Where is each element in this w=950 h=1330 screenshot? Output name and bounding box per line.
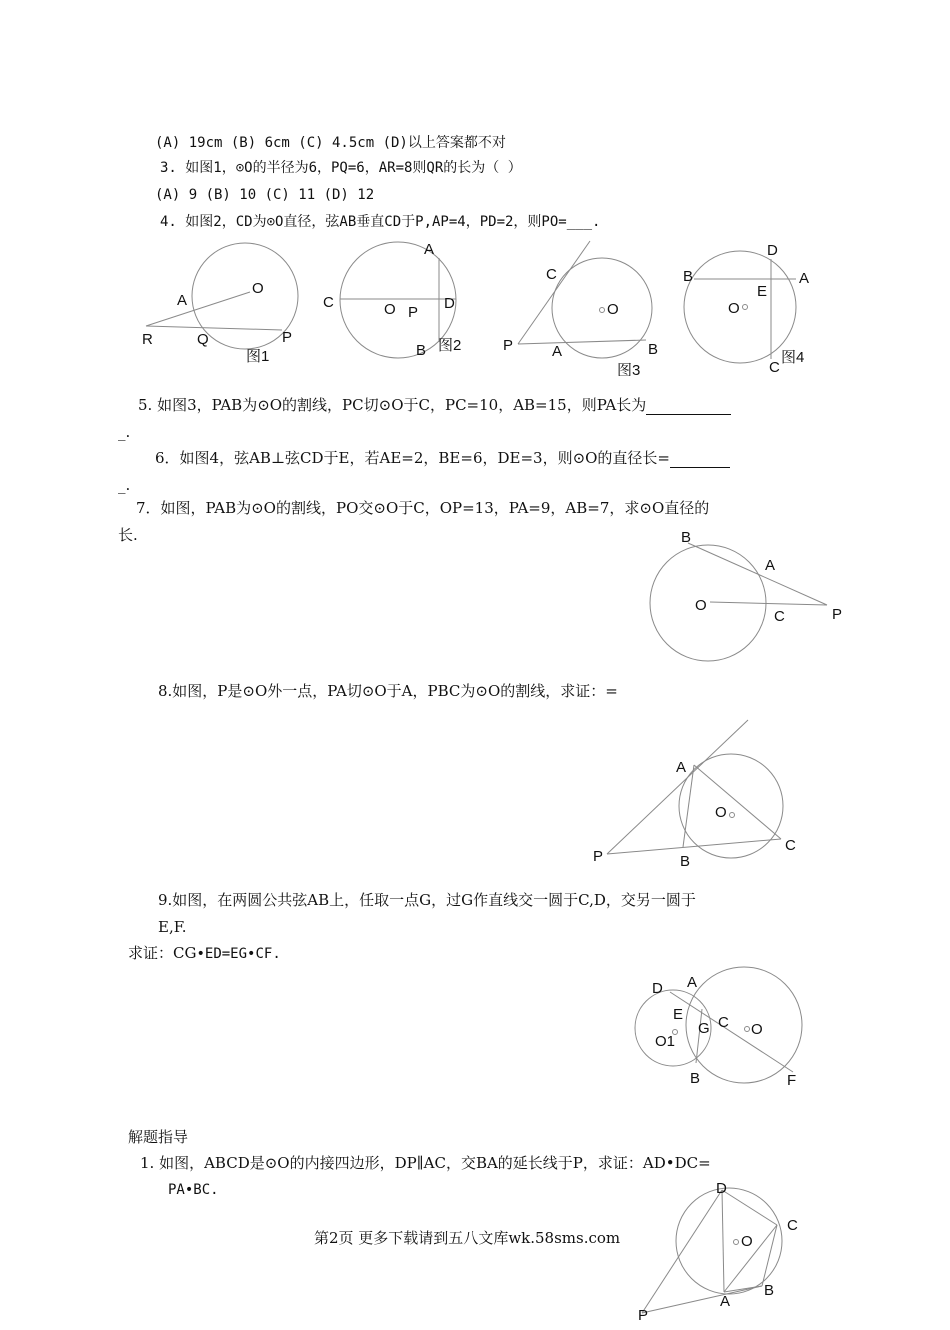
fig1-label-p: P [282, 329, 293, 346]
fig4-label-c: C [769, 359, 780, 376]
fig3-label-p: P [503, 337, 514, 354]
q6-text: 6．如图4，弦AB⊥弦CD于E，若AE=2，BE=6，DE=3，则⊙O的直径长= [155, 448, 730, 468]
fig8-label-b: B [680, 853, 691, 870]
guide-fig-label-d: D [716, 1180, 727, 1197]
page-footer: 第2页 更多下载请到五八文库wk.58sms.com [314, 1229, 621, 1247]
fig9-label-o1: O1 [655, 1033, 676, 1050]
fig2-label-d: D [444, 295, 455, 312]
fig4-label-e: E [757, 283, 768, 300]
q4-text: 4. 如图2，CD为⊙O直径，弦AB垂直CD于P,AP=4，PD=2，则PO=___. [160, 214, 601, 230]
figure-8 [585, 712, 805, 872]
fig1-caption: 图1 [246, 348, 270, 365]
guide-fig-label-a: A [720, 1293, 731, 1310]
fig7-label-b: B [681, 529, 692, 546]
q7-text: 7．如图，PAB为⊙O的割线，PO交⊙O于C，OP=13，PA=9，AB=7，求⊙O直径的 [136, 499, 710, 517]
fig9-label-g: G [698, 1020, 710, 1037]
fig4-label-d: D [767, 242, 778, 259]
guide-fig-label-o: O [741, 1233, 753, 1250]
fig7-label-a: A [765, 557, 776, 574]
q8-text: 8.如图，P是⊙O外一点，PA切⊙O于A，PBC为⊙O的割线，求证：= [158, 682, 618, 700]
figure-4 [680, 238, 820, 378]
guide-q1-b: PA•BC. [168, 1182, 219, 1198]
fig1-label-o: O [252, 280, 264, 297]
figure-3 [500, 236, 680, 376]
fig9-label-o: O [751, 1021, 763, 1038]
figure-1 [138, 230, 318, 370]
fig3-label-b: B [648, 341, 659, 358]
fig7-label-o: O [695, 597, 707, 614]
q5-tail: _. [118, 423, 131, 441]
q6-tail: _. [118, 476, 131, 494]
guide-fig-label-c: C [787, 1217, 798, 1234]
fig2-label-a: A [424, 241, 435, 258]
q2-options: (A) 19cm (B) 6cm (C) 4.5cm (D)以上答案都不对 [155, 135, 506, 151]
guide-title: 解题指导 [128, 1128, 189, 1146]
fig2-caption: 图2 [438, 337, 462, 354]
fig4-caption: 图4 [781, 349, 805, 366]
fig9-label-e: E [673, 1006, 684, 1023]
q3-text: 3. 如图1，⊙O的半径为6，PQ=6，AR=8则QR的长为（ ） [160, 160, 522, 176]
figure-7 [640, 520, 860, 670]
figure-9 [630, 965, 840, 1090]
fig4-label-b: B [683, 268, 694, 285]
guide-q1: 1. 如图，ABCD是⊙O的内接四边形，DP∥AC，交BA的延长线于P，求证：AD•DC= [140, 1154, 711, 1172]
q9-text-2: E,F. [158, 918, 187, 936]
fig9-label-c: C [718, 1014, 729, 1031]
fig9-label-a: A [687, 974, 698, 991]
fig3-label-o: O [607, 301, 619, 318]
figure-guide [630, 1175, 810, 1325]
fig7-label-p: P [832, 606, 843, 623]
guide-fig-label-b: B [764, 1282, 775, 1299]
fig2-label-b: B [416, 342, 427, 359]
fig2-label-p: P [408, 304, 419, 321]
fig8-label-p: P [593, 848, 604, 865]
q3-options: (A) 9 (B) 10 (C) 11 (D) 12 [155, 187, 375, 203]
fig3-label-c: C [546, 266, 557, 283]
q9-proof: 求证：CG•ED=EG•CF. [128, 944, 281, 962]
fig8-label-a: A [676, 759, 687, 776]
fig2-label-o: O [384, 301, 396, 318]
fig2-label-c: C [323, 294, 334, 311]
fig8-label-c: C [785, 837, 796, 854]
fig4-label-a: A [799, 270, 810, 287]
fig9-label-f: F [787, 1072, 797, 1089]
guide-fig-label-p: P [638, 1307, 649, 1324]
q9-text: 9.如图，在两圆公共弦AB上，任取一点G，过G作直线交一圆于C,D，交另一圆于 [158, 891, 696, 909]
fig3-caption: 图3 [617, 362, 641, 376]
q5-text: 5. 如图3，PAB为⊙O的割线，PC切⊙O于C，PC=10，AB=15，则PA长为 [138, 395, 731, 415]
fig1-label-q: Q [197, 331, 209, 348]
fig4-label-o: O [728, 300, 740, 317]
fig3-label-a: A [552, 343, 563, 360]
fig7-label-c: C [774, 608, 785, 625]
fig9-label-b: B [690, 1070, 701, 1087]
fig1-label-a: A [177, 292, 188, 309]
fig1-label-r: R [142, 331, 153, 348]
figure-2 [320, 236, 470, 362]
fig8-label-o: O [715, 804, 727, 821]
q7-text-2: 长. [118, 526, 138, 544]
fig9-label-d: D [652, 980, 663, 997]
